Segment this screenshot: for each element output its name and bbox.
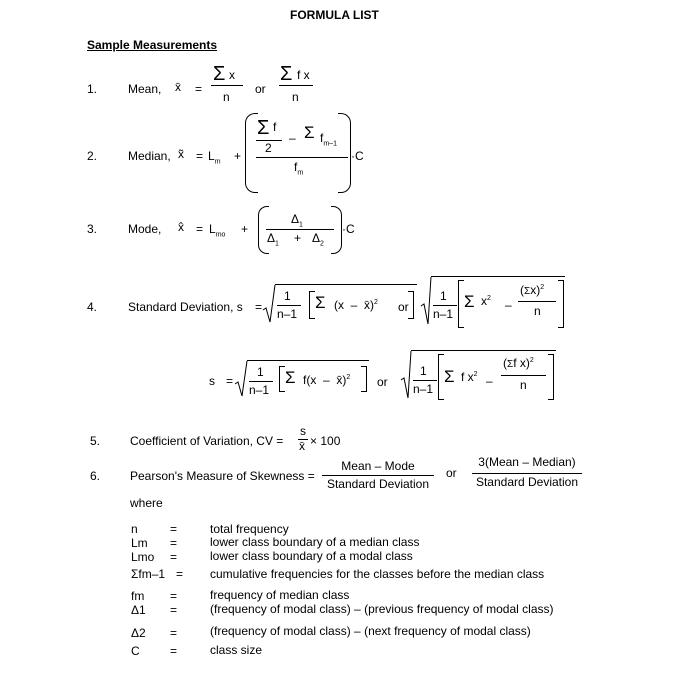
definition-equals: = [170,536,178,550]
math-num: 1 [420,364,427,378]
or-text: or [377,375,388,389]
sigma-icon: Σ [444,367,455,386]
radical-bar [275,284,417,285]
radical-bar [247,360,369,361]
formula-number: 1. [87,82,98,96]
definition-symbol: n [131,522,138,536]
formula-label: Mean, [128,82,162,96]
math-var: ·C [351,149,364,163]
right-paren [331,206,342,254]
math-var: $\Delta_1$ [291,212,303,229]
math-var: $L_m$ [208,149,221,166]
math-expr: × 100 [310,434,341,448]
plus-sign: + [241,222,249,236]
math-num: 1 [257,365,264,379]
definition-symbol: Δ2 [131,626,146,640]
minus-sign: – [289,131,296,145]
math-var: ·C [342,222,355,236]
radical-bar [411,350,556,351]
definition-text: total frequency [210,522,289,536]
definition-symbol: fm [131,589,145,603]
sigma-icon: Σ [285,368,296,387]
definition-equals: = [170,603,178,617]
radical-bar [431,276,565,277]
math-var: $f_m$ [294,160,304,177]
definition-text: lower class boundary of a modal class [210,549,413,563]
math-expr: $x^2$ [481,294,491,308]
math-expr: (x – x̄)$^2$ [334,298,378,312]
plus-sign: + [234,149,242,163]
formula-number: 6. [90,469,101,483]
math-expr: n–1 [413,382,434,396]
plus-sign: + [294,231,302,245]
formula-number: 4. [87,300,98,314]
math-var: n [292,90,299,104]
fraction-bar [266,229,334,230]
equals-sign: = [196,222,204,236]
fraction-bar [518,301,556,302]
definition-equals: = [170,550,178,564]
definition-text: cumulative frequencies for the classes before the median class [210,567,545,581]
sqrt-icon [420,276,432,326]
fraction-bar [322,475,434,476]
page-title: FORMULA LIST [290,8,379,22]
sigma-icon: Σ [304,123,315,142]
definition-text: frequency of median class [210,588,350,602]
definition-text: (frequency of modal class) – (next frequency of modal class) [210,624,531,638]
math-var: f [273,120,277,134]
fraction-bar [277,305,301,306]
definition-equals: = [176,567,184,581]
or-text: or [255,82,266,96]
math-expr: n–1 [277,307,298,321]
math-var: f x [297,68,310,82]
definition-text: (frequency of modal class) – (previous frequency of modal class) [210,602,554,616]
equals-sign: = [195,82,203,96]
definition-text: lower class boundary of a median class [210,535,420,549]
fraction-bar [433,305,457,306]
right-bracket [361,366,367,392]
right-bracket [548,354,554,400]
fraction-bar [256,157,348,158]
fraction-bar [472,473,582,474]
definition-symbol: Lmo [131,550,155,564]
sqrt-icon [400,350,412,400]
sqrt-icon [262,284,276,324]
minus-sign: – [505,298,512,312]
math-var: n [534,304,541,318]
formula-label: Median, [128,149,171,163]
math-var: s [209,374,215,388]
right-bracket [558,280,564,328]
formula-label: Mode, [128,222,162,236]
formula-label: Standard Deviation, s [128,300,243,314]
sigma-icon: Σ [213,63,226,85]
formula-number: 2. [87,149,98,163]
fraction-bar [501,375,546,376]
or-text: or [446,466,457,480]
math-var: $\Delta_1$ [267,231,279,248]
math-var: x [229,68,235,82]
math-var: s [300,424,306,438]
math-var: n [223,90,230,104]
section-heading: Sample Measurements [87,38,218,52]
math-expr: $(\Sigma x)^2$ [520,283,545,297]
math-expr: f $x^2$ [461,370,478,384]
formula-number: 5. [90,434,101,448]
equals-sign: = [196,149,204,163]
formula-label: Pearson's Measure of Skewness = [130,469,315,483]
math-expr: (Σf x)$^2$ [503,356,534,370]
sigma-icon: Σ [257,117,270,139]
fraction-bar [413,380,437,381]
math-var: $L_{mo}$ [209,222,226,239]
fraction-bar [279,85,313,86]
equals-sign: = [255,300,263,314]
sigma-icon: Σ [280,63,293,85]
fraction-denominator: Standard Deviation [475,475,579,489]
where-label: where [130,496,163,510]
math-num: 1 [440,289,447,303]
equals-sign: = [226,374,234,388]
xhat-symbol: x̂ [178,220,184,234]
math-expr: n–1 [249,383,270,397]
math-expr: n–1 [433,307,454,321]
fraction-numerator: 3(Mean – Median) [478,455,576,469]
xtilde-symbol: x̃ [178,147,184,161]
math-var: n [520,378,527,392]
definition-symbol: Lm [131,536,148,550]
fraction-bar [211,85,243,86]
fraction-denominator: Standard Deviation [326,477,430,491]
minus-sign: – [486,374,493,388]
definition-text: class size [210,643,263,657]
definition-equals: = [170,626,178,640]
math-num: 2 [265,141,272,155]
xbar-symbol: x̄ [299,439,305,453]
math-var: $f_{m-1}$ [320,131,337,148]
sigma-icon: Σ [315,293,326,312]
math-expr: f(x – x̄)$^2$ [303,373,351,387]
xbar-symbol: x̄ [175,80,181,94]
definition-symbol: Σfm–1 [131,567,166,581]
math-num: 1 [284,289,291,303]
definition-equals: = [170,589,178,603]
fraction-bar [249,381,273,382]
definition-symbol: Δ1 [131,603,146,617]
definition-equals: = [170,522,178,536]
sigma-icon: Σ [464,292,475,311]
definition-equals: = [170,644,178,658]
formula-label: Coefficient of Variation, CV = [130,434,284,448]
fraction-numerator: Mean – Mode [341,459,415,473]
definition-symbol: C [131,644,140,658]
formula-number: 3. [87,222,98,236]
math-var: $\Delta_2$ [312,231,324,248]
sqrt-icon [234,360,248,398]
or-text: or [398,300,409,314]
right-paren [338,113,351,193]
